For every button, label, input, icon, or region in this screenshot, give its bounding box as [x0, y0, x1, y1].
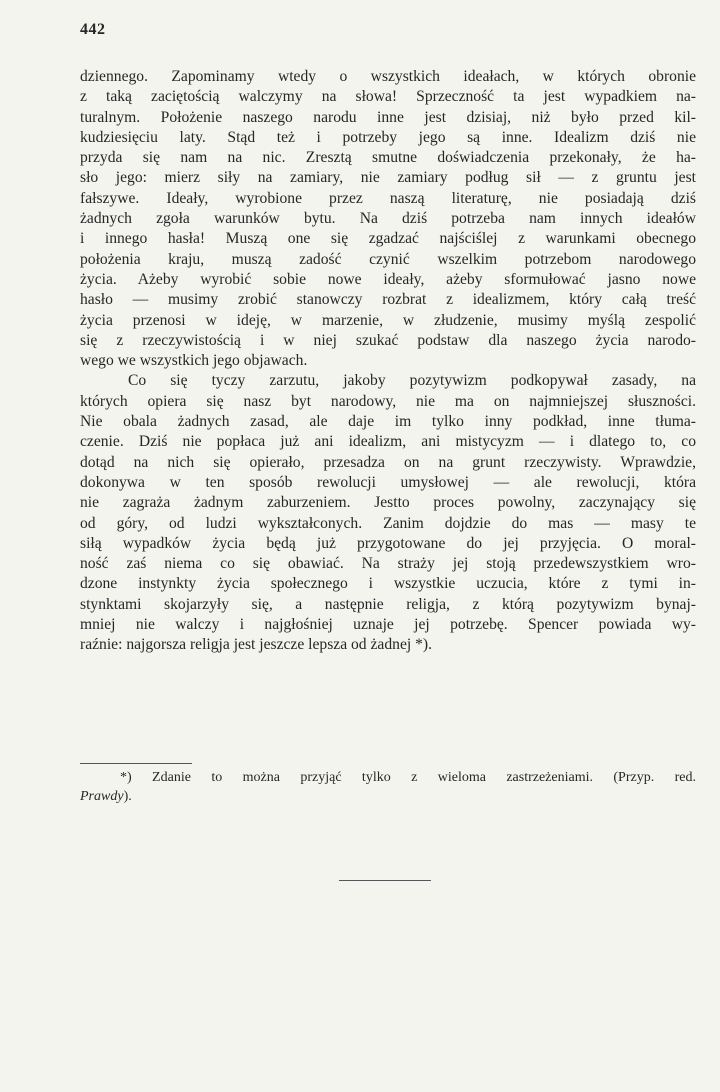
text-line: których opiera się nasz byt narodowy, nie ma on najmniejszej słuszności. — [80, 392, 696, 410]
text-line: czenie. Dziś nie popłaca już ani idealizm, ani mistycyzm — i dlatego to, co — [80, 433, 696, 451]
text-line: dzone instynkty życia społecznego i wszystkie uczucia, które z tymi in- — [80, 575, 696, 593]
text-line: przyda się nam na nic. Zresztą smutne doświadczenia przekonały, że ha- — [80, 149, 696, 167]
text-line: turalnym. Położenie naszego narodu inne jest dzisiaj, niż było przed kil- — [80, 108, 696, 126]
page-number: 442 — [80, 21, 106, 38]
text-line: ność zaś niema co się obawiać. Na straży jej stoją przedewszystkiem wro- — [80, 555, 696, 573]
text-line: nie zagraża żadnym zaburzeniem. Jestto proces powolny, zaczynający się — [80, 494, 696, 512]
footnote-line — [80, 787, 696, 806]
text-line: Co się tyczy zarzutu, jakoby pozytywizm podkopywał zasady, na — [128, 372, 696, 390]
text-line: siłą wypadków życia będą już przygotowane do jej przyjęcia. O moral- — [80, 534, 696, 552]
text-line: kudziesięciu laty. Stąd też i potrzeby jego są inne. Idealizm dziś nie — [80, 128, 696, 146]
text-line: dziennego. Zapominamy wtedy o wszystkich ideałach, w których obronie — [80, 68, 696, 85]
text-line: położenia kraju, muszą zadość czynić wszelkim potrzebom narodowego — [80, 250, 696, 268]
footnote-tail: ). — [123, 789, 132, 804]
text-line: mniej nie walczy i najgłośniej uznaje jej potrzebę. Spencer powiada wy- — [80, 616, 696, 634]
text-line: dokonywa w ten sposób rewolucji umysłowej — ale rewolucji, która — [80, 473, 696, 491]
text-line: Nie obala żadnych zasad, ale daje im tylko inny podkład, inne tłuma- — [80, 413, 696, 431]
text-line: wego we wszystkich jego objawach. — [80, 352, 308, 370]
text-line: raźnie: najgorsza religja jest jeszcze lepsza od żadnej *). — [80, 636, 432, 654]
footnote-line: *) Zdanie to można przyjąć tylko z wieloma zastrzeżeniami. (Przyp. red. — [120, 770, 696, 785]
text-line: hasło — musimy zrobić stanowczy rozbrat z idealizmem, który całą treść — [80, 291, 696, 309]
text-line: z taką zaciętością walczymy na słowa! Sprzeczność ta jest wypadkiem na- — [80, 88, 696, 106]
text-line: sło jego: mierz siły na zamiary, nie zamiary podług sił — z gruntu jest — [80, 169, 696, 187]
footnote-divider — [80, 763, 192, 764]
text-line: i innego hasła! Muszą one się zgadzać najściślej z warunkami obecnego — [80, 230, 696, 248]
text-line: stynktami skojarzyły się, a następnie religja, z którą pozytywizm bynaj- — [80, 595, 696, 613]
text-line: fałszywe. Ideały, wyrobione przez naszą literaturę, nie posiadają dziś — [80, 189, 696, 207]
text-line: życia przenosi w ideję, w marzenie, w złudzenie, musimy myślą zespolić — [80, 311, 696, 329]
body-text — [80, 67, 696, 656]
footnote-source: Prawdy — [80, 789, 124, 804]
end-divider — [339, 880, 431, 881]
text-line: życia. Ażeby wyrobić sobie nowe ideały, ażeby sformułować jasno nowe — [80, 270, 696, 288]
text-line: się z rzeczywistością i w niej szukać podstaw dla naszego życia narodo- — [80, 331, 696, 349]
text-line: dotąd na nich się opierało, przesadza on na grunt rzeczywisty. Wprawdzie, — [80, 453, 696, 471]
text-line: od góry, od ludzi wykształconych. Zanim dojdzie do mas — masy te — [80, 514, 696, 532]
text-line: żadnych zgoła warunków bytu. Na dziś potrzeba nam innych ideałów — [80, 210, 696, 228]
footnote — [80, 768, 696, 806]
